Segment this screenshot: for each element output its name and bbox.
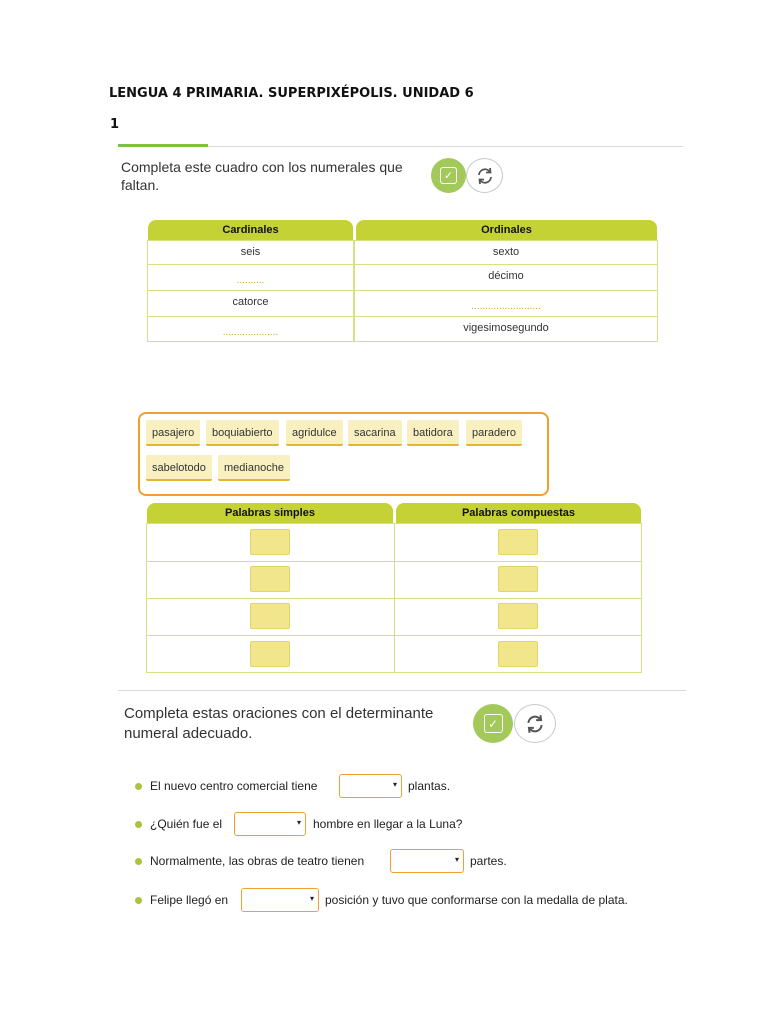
refresh-icon bbox=[524, 713, 546, 735]
classification-table bbox=[146, 503, 642, 673]
sentence-text: ¿Quién fue el bbox=[150, 817, 223, 831]
sentence-text: El nuevo centro comercial tiene bbox=[150, 779, 318, 793]
numeral-select[interactable]: ▾ bbox=[339, 774, 402, 798]
word-chip[interactable]: sacarina bbox=[348, 420, 402, 446]
drop-zone-compuesta[interactable] bbox=[498, 641, 538, 667]
table-cell-cardinal: catorce bbox=[147, 290, 354, 317]
drop-zone-compuesta[interactable] bbox=[498, 566, 538, 592]
blank-input-cardinal[interactable]: .................... bbox=[147, 316, 354, 342]
checkmark-box-icon: ✓ bbox=[440, 167, 457, 184]
progress-indicator bbox=[118, 144, 208, 147]
table-cell-ordinal: sexto bbox=[354, 240, 658, 265]
drop-zone-simple[interactable] bbox=[250, 641, 290, 667]
sentence-text: Felipe llegó en bbox=[150, 893, 229, 907]
word-chip[interactable]: medianoche bbox=[218, 455, 290, 481]
refresh-icon bbox=[475, 166, 495, 186]
numeral-select[interactable]: ▾ bbox=[241, 888, 319, 912]
section-divider bbox=[118, 690, 686, 691]
word-bank bbox=[138, 412, 549, 496]
numerals-table bbox=[147, 220, 658, 342]
bullet-icon bbox=[135, 821, 142, 828]
drop-zone-simple[interactable] bbox=[250, 566, 290, 592]
blank-input-cardinal[interactable]: .......... bbox=[147, 264, 354, 291]
document-title: LENGUA 4 PRIMARIA. SUPERPIXÉPOLIS. UNIDAD 6 bbox=[109, 86, 474, 101]
word-chip[interactable]: sabelotodo bbox=[146, 455, 212, 481]
drop-zone-compuesta[interactable] bbox=[498, 603, 538, 629]
table-cell-ordinal: décimo bbox=[354, 264, 658, 291]
checkmark-box-icon: ✓ bbox=[484, 714, 503, 733]
reset-button[interactable] bbox=[466, 158, 503, 193]
exercise3-instruction: Completa estas oraciones con el determinante numeral adecuado. bbox=[124, 705, 434, 742]
sentence-text: partes. bbox=[470, 854, 507, 868]
check-button[interactable] bbox=[431, 158, 466, 193]
table-cell-cardinal: seis bbox=[147, 240, 354, 265]
numeral-select[interactable]: ▾ bbox=[390, 849, 464, 873]
bullet-icon bbox=[135, 783, 142, 790]
sentence-text: hombre en llegar a la Luna? bbox=[313, 817, 463, 831]
table-cell-ordinal: vigesimosegundo bbox=[354, 316, 658, 342]
bullet-icon bbox=[135, 897, 142, 904]
bullet-icon bbox=[135, 858, 142, 865]
drop-zone-simple[interactable] bbox=[250, 529, 290, 555]
word-chip[interactable]: paradero bbox=[466, 420, 522, 446]
word-chip[interactable]: boquiabierto bbox=[206, 420, 279, 446]
column-header-simples: Palabras simples bbox=[147, 503, 393, 523]
reset-button[interactable] bbox=[514, 704, 556, 743]
exercise1-instruction: Completa este cuadro con los numerales que faltan. bbox=[121, 159, 403, 193]
drop-zone-simple[interactable] bbox=[250, 603, 290, 629]
sentence-text: posición y tuvo que conformarse con la medalla de plata. bbox=[325, 893, 628, 907]
word-chip[interactable]: agridulce bbox=[286, 420, 343, 446]
blank-input-ordinal[interactable]: ......................... bbox=[354, 290, 658, 317]
sentence-text: plantas. bbox=[408, 779, 451, 793]
sentence-text: Normalmente, las obras de teatro tienen bbox=[150, 854, 365, 868]
numeral-select[interactable]: ▾ bbox=[234, 812, 306, 836]
column-header-cardinales: Cardinales bbox=[148, 220, 353, 240]
word-chip[interactable]: batidora bbox=[407, 420, 459, 446]
column-header-compuestas: Palabras compuestas bbox=[396, 503, 641, 523]
check-button[interactable] bbox=[473, 704, 513, 743]
drop-zone-compuesta[interactable] bbox=[498, 529, 538, 555]
section-number: 1 bbox=[110, 117, 120, 132]
column-header-ordinales: Ordinales bbox=[356, 220, 657, 240]
word-chip[interactable]: pasajero bbox=[146, 420, 200, 446]
